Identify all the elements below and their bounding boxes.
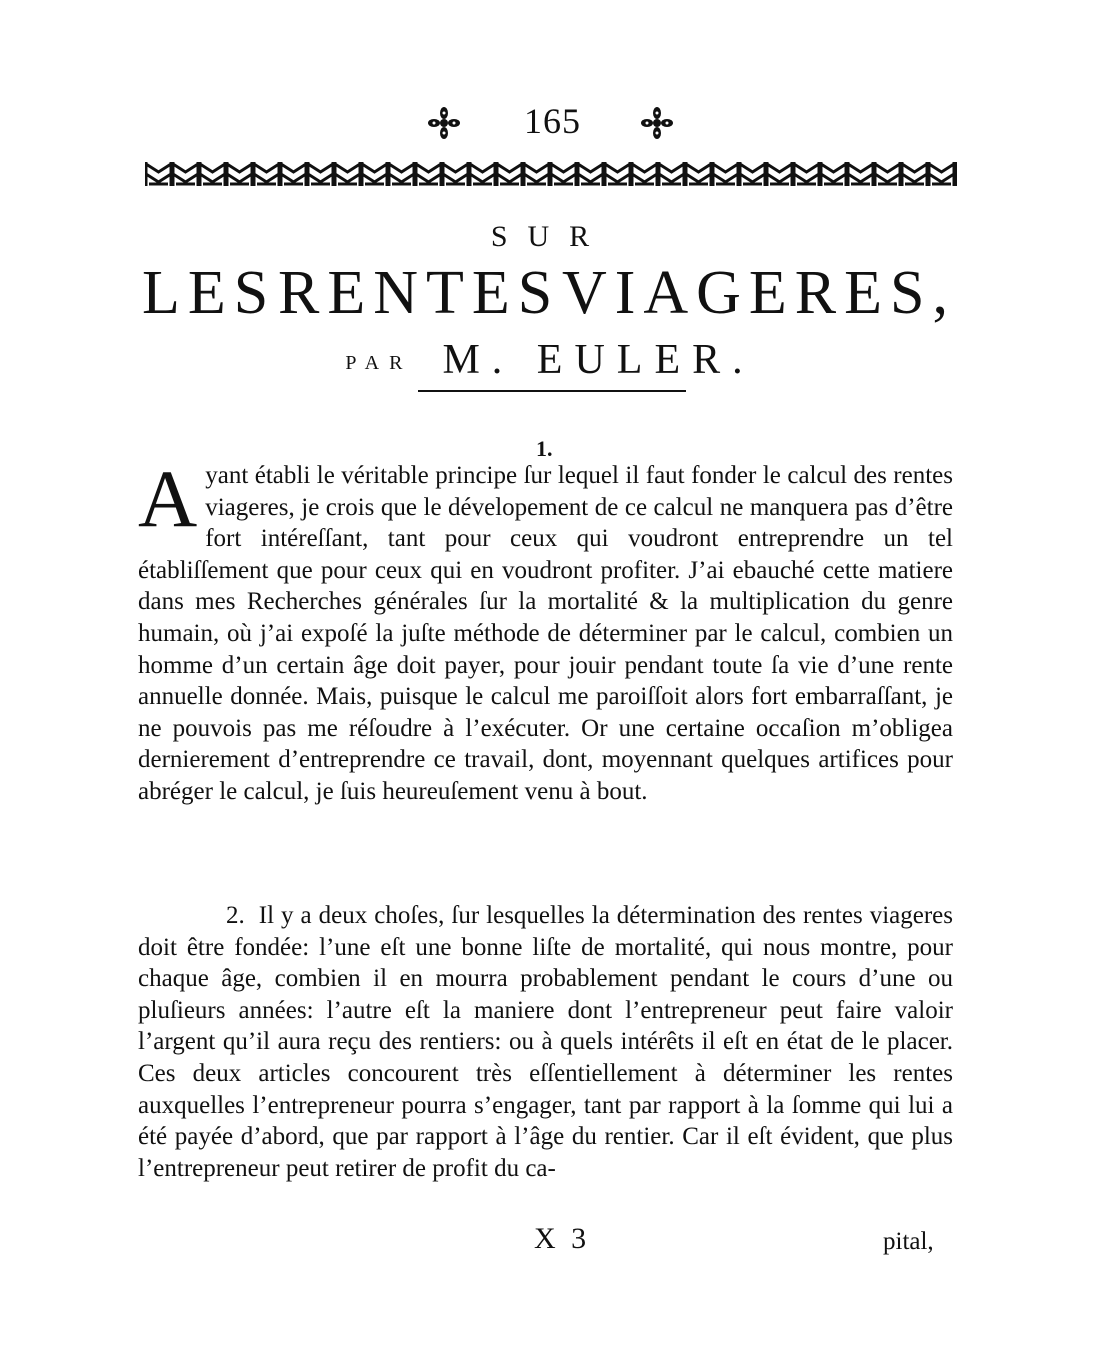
paragraph-number: 2. [226,902,245,929]
title-word: RENTES [277,259,561,327]
fleuron-icon [427,106,461,140]
title-preposition: SUR [490,220,610,253]
paragraph-text: yant établi le véritable principe ſur lequel il faut fonder le calcul des rentes viageres, je crois que le dévelopement de ce calcul ne manquera pas d’être fort intéreſſant, tant pour ceux qui voudront entreprendre un tel établiſſement que pour ceux qui en voudront profiter. J’ai ebauché cette matiere dans mes Recherches générales ſur la mortalité & la multiplication du genre humain, où j’ai expoſé la juſte méthode de déterminer par le calcul, combien un homme d’un certain âge doit payer, pour jouir pendant toute ſa vie d’une rente annuelle donnée. Mais, puisque le calcul me paroiſſoit alors fort embarraſſant, je ne pouvois pas me réſoudre à l’exécuter. Or une certaine occaſion m’obligea dernierement d’entreprendre ce travail, dont, moyennant quelques artifices pour abréger le calcul, je ſuis heureuſement venu à bout. [138,462,953,805]
ornament-band [145,160,957,188]
signature-mark: X 3 [534,1222,591,1255]
author-name: M. EULER. [442,337,755,383]
catchword: pital, [883,1228,934,1255]
title-word: VIAGERES, [561,259,956,327]
byline-par: PAR [345,352,413,374]
paragraph-1 [138,453,953,808]
article-title [142,259,956,327]
byline [0,336,1100,384]
running-header [0,100,1100,150]
paragraph-2 [138,900,953,1184]
section-number: 1. [536,436,553,461]
title-rule [418,390,686,392]
drop-cap: A [138,453,198,544]
paragraph-text: Il y a deux choſes, ſur lesquelles la détermination des rentes viageres doit être fondée: l’une eſt une bonne liſte de mortalité, qui nous montre, pour chaque âge, combien il en mourra probablement pendant le cours d’une ou pluſieurs années: l’autre eſt la maniere dont l’entrepreneur peut faire valoir l’argent qu’il aura reçu des rentiers: ou à quels intérêts il eſt en état de le placer. Ces deux articles concourent très eſſentiellement à déterminer les rentes auxquelles l’entrepreneur pourra s’engager, tant par rapport à la ſomme qui lui a été payée d’abord, que par rapport à l’âge du rentier. Car il eſt évident, que plus l’entrepreneur peut retirer de profit du ca- [138,902,953,1182]
title-word: LES [142,259,277,327]
fleuron-icon [640,106,674,140]
page-number: 165 [524,101,581,141]
